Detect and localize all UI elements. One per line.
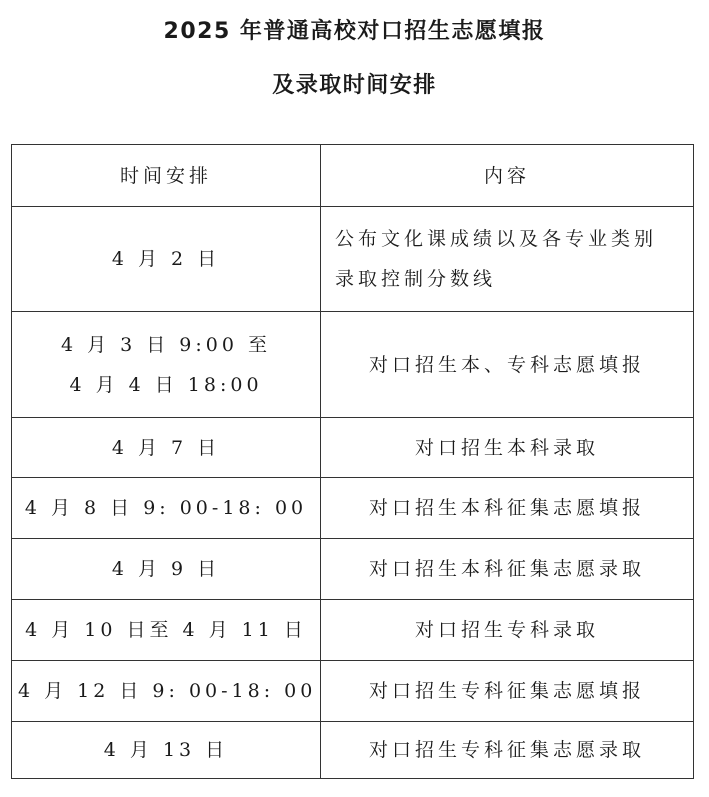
content-cell: [321, 600, 694, 661]
table-row: [12, 539, 694, 600]
table-row: [12, 418, 694, 478]
time-cell: [12, 722, 321, 779]
content-cell: [321, 312, 694, 418]
schedule-table: [11, 144, 694, 779]
table-row: [12, 661, 694, 722]
content-text: 对口招生专科征集志愿录取: [368, 739, 645, 761]
time-text: 4 月 7 日: [111, 436, 221, 459]
content-text: 对口招生本科录取: [414, 436, 599, 459]
time-cell: [12, 207, 321, 312]
time-cell: [12, 418, 321, 478]
content-text: 对口招生本、专科志愿填报: [368, 353, 645, 376]
table-row: [12, 722, 694, 779]
time-cell: [12, 600, 321, 661]
content-text: 录取控制分数线: [335, 268, 497, 290]
content-text: 对口招生专科征集志愿填报: [368, 680, 645, 702]
time-cell: [12, 478, 321, 539]
time-cell: [12, 539, 321, 600]
table-header-row: [12, 145, 694, 207]
time-cell: [12, 661, 321, 722]
table-row: [12, 478, 694, 539]
content-cell: [321, 661, 694, 722]
header-content: 内容: [321, 145, 694, 207]
content-text: 公布文化课成绩以及各专业类别: [335, 228, 658, 250]
content-text: 对口招生本科征集志愿填报: [368, 497, 645, 519]
content-cell: [321, 418, 694, 478]
table-row: [12, 207, 694, 312]
page-title: 2025 年普通高校对口招生志愿填报: [163, 19, 546, 44]
time-text: 4 月 12 日 9: 00-18: 00: [18, 680, 317, 702]
time-text: 4 月 10 日至 4 月 11 日: [25, 619, 307, 641]
table-row: [12, 312, 694, 418]
page-subtitle: 及录取时间安排: [272, 73, 437, 98]
time-cell: [12, 312, 321, 418]
header-time: 时间安排: [12, 145, 321, 207]
time-text: 4 月 3 日 9:00 至: [60, 333, 272, 356]
time-text: 4 月 4 日 18:00: [69, 373, 263, 396]
content-cell: [321, 722, 694, 779]
time-text: 4 月 13 日: [103, 739, 229, 761]
time-text: 4 月 9 日: [111, 558, 221, 580]
content-text: 对口招生本科征集志愿录取: [368, 558, 645, 580]
content-cell: [321, 207, 694, 312]
content-cell: [321, 539, 694, 600]
content-cell: [321, 478, 694, 539]
time-text: 4 月 2 日: [111, 248, 221, 270]
table-row: [12, 600, 694, 661]
time-text: 4 月 8 日 9: 00-18: 00: [24, 497, 308, 519]
content-text: 对口招生专科录取: [414, 619, 599, 641]
